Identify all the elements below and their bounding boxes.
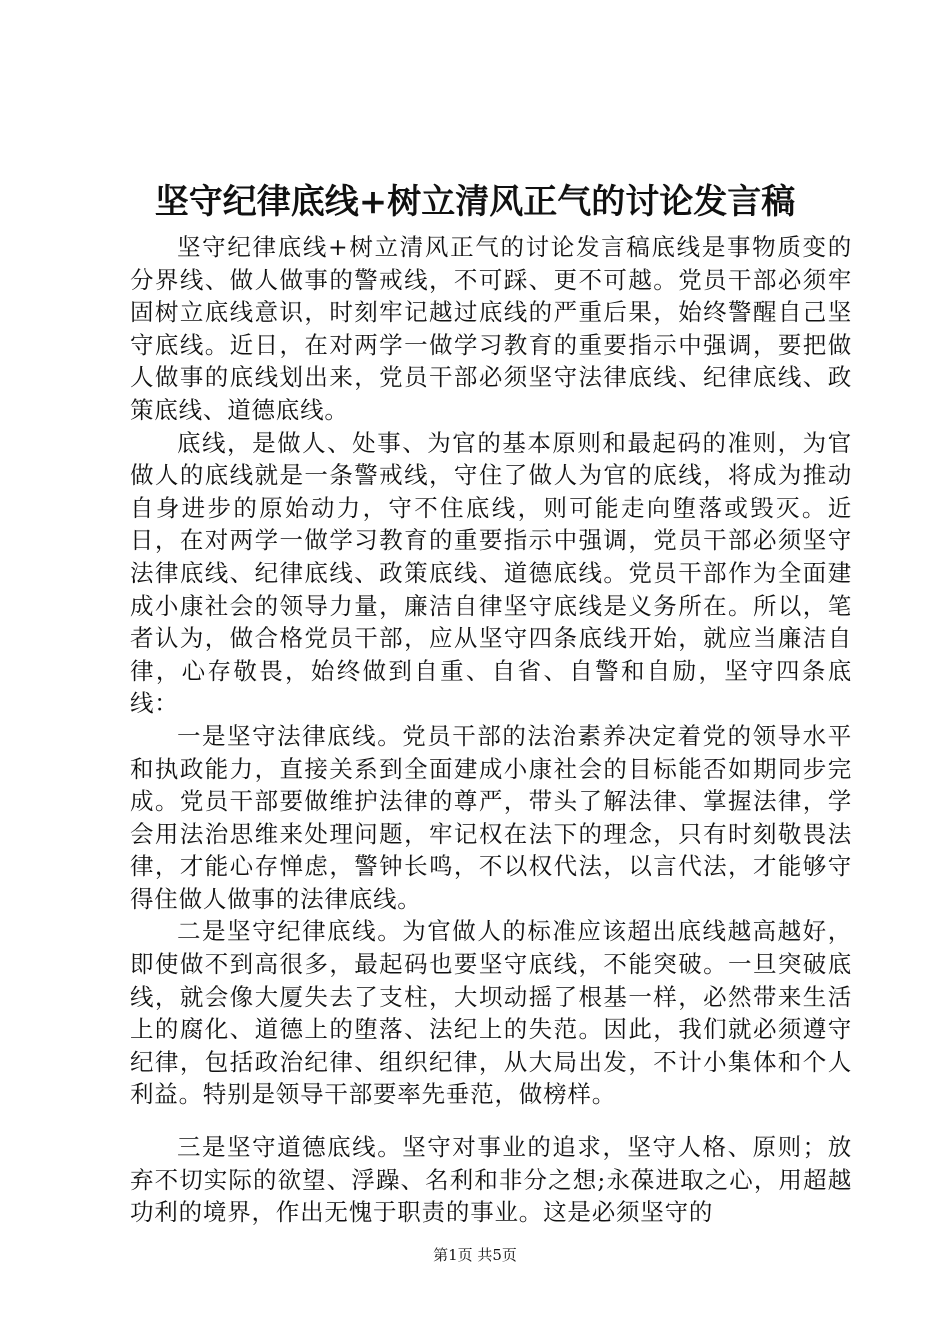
paragraph-morality: 三是坚守道德底线。坚守对事业的追求，坚守人格、原则；放弃不切实际的欲望、浮躁、名利和非分之想;永葆进取之心，用超越功利的境界，作出无愧于职责的事业。这是必须坚守的 [130,1133,852,1227]
document-title: 坚守纪律底线+树立清风正气的讨论发言稿 [154,182,796,222]
paragraph-intro: 坚守纪律底线+树立清风正气的讨论发言稿底线是事物质变的分界线、做人做事的警戒线，不可踩、更不可越。党员干部必须牢固树立底线意识，时刻牢记越过底线的严重后果，始终警醒自己坚守底线。近日，在对两学一做学习教育的重要指示中强调，要把做人做事的底线划出来，党员干部必须坚守法律底线、纪律底线、政策底线、道德底线。 [130,233,852,424]
page-indicator: 第1页 共5页 [433,1246,517,1264]
paragraph-law: 一是坚守法律底线。党员干部的法治素养决定着党的领导水平和执政能力，直接关系到全面建成小康社会的目标能否如期同步完成。党员干部要做维护法律的尊严，带头了解法律、掌握法律，学会用法治思维来处理问题，牢记权在法下的理念，只有时刻敬畏法律，才能心存惮虑，警钟长鸣，不以权代法，以言代法，才能够守得住做人做事的法律底线。 [130,721,852,913]
paragraph-bottom-line: 底线，是做人、处事、为官的基本原则和最起码的准则，为官做人的底线就是一条警戒线，守住了做人为官的底线，将成为推动自身进步的原始动力，守不住底线，则可能走向堕落或毁灭。近日，在对两学一做学习教育的重要指示中强调，党员干部必须坚守法律底线、纪律底线、政策底线、道德底线。党员干部作为全面建成小康社会的领导力量，廉洁自律坚守底线是义务所在。所以，笔者认为，做合格党员干部，应从坚守四条底线开始，就应当廉洁自律，心存敬畏，始终做到自重、自省、自警和自励，坚守四条底线： [130,428,852,718]
document-body [130,231,852,1229]
paragraph-discipline: 二是坚守纪律底线。为官做人的标准应该超出底线越高越好，即使做不到高很多，最起码也要坚守底线，不能突破。一旦突破底线，就会像大厦失去了支柱，大坝动摇了根基一样，必然带来生活上的腐化、道德上的堕落、法纪上的失范。因此，我们就必须遵守纪律，包括政治纪律、组织纪律，从大局出发，不计小集体和个人利益。特别是领导干部要率先垂范，做榜样。 [130,917,852,1109]
